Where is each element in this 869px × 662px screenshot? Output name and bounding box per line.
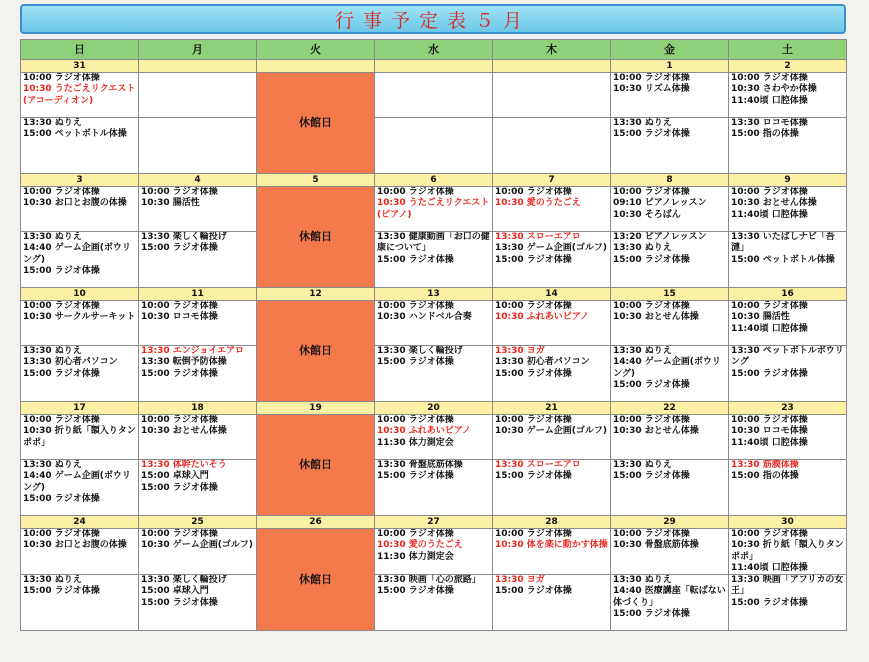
morning-events-cell <box>611 301 729 346</box>
afternoon-events-cell <box>139 575 257 631</box>
event-item: 11:40頃 口腔体操 <box>731 209 808 220</box>
event-item: 15:00 ラジオ体操 <box>377 586 454 597</box>
date-number: 4 <box>139 174 257 187</box>
event-item: 14:40 ゲーム企画(ボウリング) <box>23 471 131 493</box>
morning-events-cell <box>611 73 729 118</box>
event-item: 15:00 ラジオ体操 <box>613 609 690 620</box>
event-item: 15:00 ラジオ体操 <box>613 471 690 482</box>
date-number <box>139 60 257 73</box>
event-item: 13:30 ペットボトルボウリング <box>731 346 844 368</box>
event-item: 10:00 ラジオ体操 <box>141 415 218 425</box>
morning-events-cell <box>729 529 847 575</box>
closed-day-cell: 休館日 <box>257 301 375 402</box>
event-item: 10:00 ラジオ体操 <box>731 415 808 425</box>
morning-events-cell <box>139 73 257 118</box>
morning-row <box>21 187 847 232</box>
event-item: 15:00 ラジオ体操 <box>377 357 454 368</box>
afternoon-events-cell <box>21 575 139 631</box>
date-number: 27 <box>375 516 493 529</box>
morning-events-cell <box>21 73 139 118</box>
event-item: 11:30 体力測定会 <box>377 551 454 562</box>
date-number: 12 <box>257 288 375 301</box>
event-item: 10:30 おとせん体操 <box>141 426 227 437</box>
morning-events-cell <box>139 301 257 346</box>
event-item: 13:30 筋膜体操 <box>731 460 799 470</box>
event-item: 10:00 ラジオ体操 <box>731 529 808 539</box>
morning-events-cell <box>493 529 611 575</box>
event-item: 10:00 ラジオ体操 <box>23 415 100 425</box>
event-item: 15:00 ラジオ体操 <box>141 597 218 608</box>
event-item: 15:00 ラジオ体操 <box>23 493 100 504</box>
date-number: 19 <box>257 402 375 415</box>
event-item: 10:00 ラジオ体操 <box>495 415 572 425</box>
event-item: 15:00 ラジオ体操 <box>23 265 100 276</box>
morning-events-cell <box>611 529 729 575</box>
afternoon-events-cell <box>729 346 847 402</box>
event-item: 15:00 ラジオ体操 <box>23 586 100 597</box>
afternoon-events-cell <box>139 460 257 516</box>
event-item: 10:30 腸活性 <box>731 312 790 323</box>
event-item: 10:30 折り紙「額入りタンポポ」 <box>731 540 844 562</box>
date-number: 31 <box>21 60 139 73</box>
event-item: 10:00 ラジオ体操 <box>613 73 690 83</box>
event-item: 10:00 ラジオ体操 <box>495 529 572 539</box>
event-item: 10:30 ロコモ体操 <box>141 312 218 323</box>
morning-events-cell <box>611 187 729 232</box>
event-item: 10:00 ラジオ体操 <box>23 73 100 83</box>
morning-row <box>21 73 847 118</box>
afternoon-events-cell <box>611 575 729 631</box>
weekday-header-row <box>21 40 847 60</box>
morning-events-cell <box>493 187 611 232</box>
afternoon-events-cell <box>493 346 611 402</box>
date-number: 22 <box>611 402 729 415</box>
event-item: 10:00 ラジオ体操 <box>613 415 690 425</box>
event-item: 14:40 医療講座「転ばない体づくり」 <box>613 586 726 608</box>
morning-events-cell <box>375 73 493 118</box>
afternoon-events-cell <box>375 232 493 288</box>
date-number <box>493 60 611 73</box>
event-item: 10:30 おとせん体操 <box>731 198 817 209</box>
date-number <box>257 60 375 73</box>
date-number: 26 <box>257 516 375 529</box>
event-item: 10:30 リズム体操 <box>613 84 690 95</box>
event-item: 13:30 健康動画「お口の健康について」 <box>377 232 490 254</box>
morning-events-cell <box>375 187 493 232</box>
event-item: 14:40 ゲーム企画(ボウリング) <box>613 357 721 379</box>
afternoon-events-cell <box>729 575 847 631</box>
afternoon-events-cell <box>139 118 257 174</box>
date-number: 9 <box>729 174 847 187</box>
afternoon-events-cell <box>729 460 847 516</box>
afternoon-events-cell <box>375 460 493 516</box>
morning-events-cell <box>21 301 139 346</box>
event-item: 13:30 いたばしナビ「吾漣」 <box>731 232 835 254</box>
event-item: 14:40 ゲーム企画(ボウリング) <box>23 243 131 265</box>
afternoon-events-cell <box>729 118 847 174</box>
morning-events-cell <box>21 415 139 460</box>
event-item: 10:30 骨盤底筋体操 <box>613 540 699 551</box>
date-number: 13 <box>375 288 493 301</box>
event-item: 10:00 ラジオ体操 <box>495 187 572 197</box>
event-item: 11:40頃 口腔体操 <box>731 323 808 334</box>
event-item: 10:30 愛のうたごえ <box>495 198 581 209</box>
date-number: 1 <box>611 60 729 73</box>
event-item: 10:30 体を楽に動かす体操 <box>495 540 608 551</box>
morning-events-cell <box>729 187 847 232</box>
event-item: 10:00 ラジオ体操 <box>377 415 454 425</box>
date-number: 18 <box>139 402 257 415</box>
weekday-sat: 土 <box>729 40 847 60</box>
date-number: 24 <box>21 516 139 529</box>
event-item: 13:30 ぬりえ <box>613 575 672 586</box>
event-item: 13:30 ぬりえ <box>613 346 672 356</box>
event-item: 10:00 ラジオ体操 <box>613 529 690 539</box>
morning-events-cell <box>139 187 257 232</box>
weekday-sun: 日 <box>21 40 139 60</box>
event-item: 13:30 映画「心の旅路」 <box>377 575 481 586</box>
morning-row <box>21 529 847 575</box>
event-item: 10:30 さわやか体操 <box>731 84 817 95</box>
event-item: 15:00 ラジオ体操 <box>377 471 454 482</box>
event-item: 13:30 ヨガ <box>495 346 545 356</box>
morning-events-cell <box>493 73 611 118</box>
event-item: 10:00 ラジオ体操 <box>23 187 100 197</box>
date-number: 28 <box>493 516 611 529</box>
event-item: 09:10 ピアノレッスン <box>613 198 707 209</box>
date-number: 25 <box>139 516 257 529</box>
date-number: 5 <box>257 174 375 187</box>
event-item: 13:30 初心者パソコン <box>495 357 590 368</box>
event-item: 11:40頃 口腔体操 <box>731 95 808 106</box>
event-item: 15:00 ラジオ体操 <box>495 586 572 597</box>
event-item: 10:00 ラジオ体操 <box>141 187 218 197</box>
event-item: 10:30 サークルサーキット <box>23 312 136 323</box>
morning-events-cell <box>729 415 847 460</box>
event-item: 10:00 ラジオ体操 <box>495 301 572 311</box>
event-item: 15:00 ラジオ体操 <box>141 243 218 254</box>
calendar-body <box>21 60 847 631</box>
afternoon-events-cell <box>21 118 139 174</box>
event-item: 13:30 ヨガ <box>495 575 545 586</box>
event-item: 13:30 ぬりえ <box>23 460 82 470</box>
event-item: 13:30 ゲーム企画(ゴルフ) <box>495 243 608 254</box>
event-item: 13:20 ピアノレッスン <box>613 232 707 242</box>
event-item: 13:30 初心者パソコン <box>23 357 118 368</box>
weekday-fri: 金 <box>611 40 729 60</box>
afternoon-row <box>21 346 847 402</box>
closed-day-cell: 休館日 <box>257 187 375 288</box>
event-item: 15:00 ラジオ体操 <box>495 368 572 379</box>
date-number: 21 <box>493 402 611 415</box>
date-number <box>375 60 493 73</box>
afternoon-events-cell <box>611 460 729 516</box>
afternoon-events-cell <box>493 460 611 516</box>
afternoon-row <box>21 575 847 631</box>
event-item: 13:30 スローエアロ <box>495 460 581 470</box>
date-number: 23 <box>729 402 847 415</box>
event-item: 15:00 ラジオ体操 <box>377 254 454 265</box>
event-item: 10:30 そろばん <box>613 209 681 220</box>
event-item: 15:00 ラジオ体操 <box>731 597 808 608</box>
event-item: 13:30 楽しく輪投げ <box>141 232 227 242</box>
afternoon-events-cell <box>611 232 729 288</box>
morning-events-cell <box>139 529 257 575</box>
date-row <box>21 288 847 301</box>
morning-events-cell <box>493 301 611 346</box>
event-item: 10:30 うたごえリクエスト (アコーディオン) <box>23 84 136 106</box>
event-item: 10:30 おとせん体操 <box>613 426 699 437</box>
date-number: 30 <box>729 516 847 529</box>
event-item: 10:30 うたごえリクエスト (ピアノ) <box>377 198 490 220</box>
event-item: 15:00 卓球入門 <box>141 586 209 597</box>
event-item: 10:30 ハンドベル合奏 <box>377 312 472 323</box>
event-item: 15:00 卓球入門 <box>141 471 209 482</box>
afternoon-row <box>21 232 847 288</box>
event-item: 13:30 ぬりえ <box>613 243 672 254</box>
afternoon-events-cell <box>375 118 493 174</box>
event-item: 13:30 体幹たいそう <box>141 460 227 470</box>
event-item: 11:30 体力測定会 <box>377 437 454 448</box>
date-number: 2 <box>729 60 847 73</box>
event-item: 15:00 ラジオ体操 <box>141 368 218 379</box>
date-number: 17 <box>21 402 139 415</box>
event-item: 15:00 ペットボトル体操 <box>731 254 835 265</box>
event-item: 15:00 ラジオ体操 <box>23 368 100 379</box>
date-number: 16 <box>729 288 847 301</box>
event-item: 13:30 ぬりえ <box>23 118 82 128</box>
event-item: 13:30 ぬりえ <box>23 575 82 586</box>
morning-events-cell <box>21 187 139 232</box>
afternoon-events-cell <box>21 232 139 288</box>
afternoon-events-cell <box>729 232 847 288</box>
weekday-mon: 月 <box>139 40 257 60</box>
event-item: 15:00 ラジオ体操 <box>495 254 572 265</box>
event-item: 13:30 エンジョイエアロ <box>141 346 245 356</box>
event-item: 10:30 お口とお腹の体操 <box>23 540 127 551</box>
afternoon-row <box>21 118 847 174</box>
event-item: 10:30 おとせん体操 <box>613 312 699 323</box>
event-item: 10:30 ゲーム企画(ゴルフ) <box>141 540 254 551</box>
event-item: 15:00 ラジオ体操 <box>613 379 690 390</box>
event-item: 15:00 ラジオ体操 <box>495 471 572 482</box>
event-item: 15:00 ラジオ体操 <box>613 254 690 265</box>
date-row <box>21 516 847 529</box>
event-item: 15:00 指の体操 <box>731 129 799 140</box>
event-item: 10:00 ラジオ体操 <box>731 187 808 197</box>
morning-events-cell <box>493 415 611 460</box>
event-item: 10:30 ふれあいピアノ <box>377 426 472 437</box>
morning-events-cell <box>729 73 847 118</box>
date-row <box>21 60 847 73</box>
event-item: 10:00 ラジオ体操 <box>731 301 808 311</box>
afternoon-events-cell <box>493 232 611 288</box>
event-item: 10:00 ラジオ体操 <box>731 73 808 83</box>
event-item: 13:30 ぬりえ <box>23 346 82 356</box>
event-item: 10:00 ラジオ体操 <box>23 301 100 311</box>
event-item: 15:00 ラジオ体操 <box>731 368 808 379</box>
event-item: 10:00 ラジオ体操 <box>141 529 218 539</box>
event-item: 10:30 愛のうたごえ <box>377 540 463 551</box>
morning-row <box>21 415 847 460</box>
event-item: 13:30 スローエアロ <box>495 232 581 242</box>
weekday-tue: 火 <box>257 40 375 60</box>
event-item: 10:30 折り紙「額入りタンポポ」 <box>23 426 136 448</box>
date-number: 3 <box>21 174 139 187</box>
date-number: 15 <box>611 288 729 301</box>
event-item: 13:30 楽しく輪投げ <box>141 575 227 586</box>
event-item: 10:30 腸活性 <box>141 198 200 209</box>
morning-row <box>21 301 847 346</box>
event-item: 10:00 ラジオ体操 <box>23 529 100 539</box>
event-item: 10:00 ラジオ体操 <box>613 301 690 311</box>
closed-day-cell: 休館日 <box>257 529 375 631</box>
event-item: 13:30 転倒予防体操 <box>141 357 227 368</box>
event-item: 13:30 ぬりえ <box>613 460 672 470</box>
afternoon-events-cell <box>375 346 493 402</box>
afternoon-events-cell <box>493 118 611 174</box>
date-row <box>21 174 847 187</box>
date-number: 11 <box>139 288 257 301</box>
event-item: 13:30 骨盤底筋体操 <box>377 460 463 470</box>
morning-events-cell <box>375 415 493 460</box>
event-item: 10:30 ロコモ体操 <box>731 426 808 437</box>
closed-day-cell: 休館日 <box>257 73 375 174</box>
event-item: 15:00 ラジオ体操 <box>613 129 690 140</box>
event-item: 13:30 ぬりえ <box>23 232 82 242</box>
afternoon-events-cell <box>21 460 139 516</box>
afternoon-events-cell <box>375 575 493 631</box>
morning-events-cell <box>611 415 729 460</box>
closed-day-cell: 休館日 <box>257 415 375 516</box>
event-item: 15:00 ラジオ体操 <box>141 482 218 493</box>
event-item: 13:30 楽しく輪投げ <box>377 346 463 356</box>
event-item: 13:30 ロコモ体操 <box>731 118 808 128</box>
morning-events-cell <box>139 415 257 460</box>
event-item: 15:00 ペットボトル体操 <box>23 129 127 140</box>
event-item: 13:30 ぬりえ <box>613 118 672 128</box>
page-title: 行事予定表５月 <box>20 4 846 34</box>
event-item: 11:40頃 口腔体操 <box>731 562 808 573</box>
event-item: 15:00 指の体操 <box>731 471 799 482</box>
event-item: 10:00 ラジオ体操 <box>141 301 218 311</box>
date-number: 14 <box>493 288 611 301</box>
afternoon-events-cell <box>21 346 139 402</box>
event-item: 10:00 ラジオ体操 <box>377 301 454 311</box>
event-item: 10:00 ラジオ体操 <box>377 187 454 197</box>
date-number: 20 <box>375 402 493 415</box>
date-row <box>21 402 847 415</box>
date-number: 6 <box>375 174 493 187</box>
afternoon-events-cell <box>611 346 729 402</box>
date-number: 7 <box>493 174 611 187</box>
weekday-wed: 水 <box>375 40 493 60</box>
date-number: 10 <box>21 288 139 301</box>
event-item: 10:30 お口とお腹の体操 <box>23 198 127 209</box>
morning-events-cell <box>375 529 493 575</box>
afternoon-events-cell <box>139 346 257 402</box>
afternoon-events-cell <box>611 118 729 174</box>
weekday-thu: 木 <box>493 40 611 60</box>
date-number: 29 <box>611 516 729 529</box>
afternoon-events-cell <box>139 232 257 288</box>
event-item: 10:30 ふれあいピアノ <box>495 312 590 323</box>
morning-events-cell <box>375 301 493 346</box>
date-number: 8 <box>611 174 729 187</box>
event-item: 13:30 映画「アフリカの女王」 <box>731 575 844 597</box>
event-item: 11:40頃 口腔体操 <box>731 437 808 448</box>
morning-events-cell <box>21 529 139 575</box>
afternoon-events-cell <box>493 575 611 631</box>
morning-events-cell <box>729 301 847 346</box>
event-item: 10:30 ゲーム企画(ゴルフ) <box>495 426 608 437</box>
afternoon-row <box>21 460 847 516</box>
event-calendar <box>20 39 847 631</box>
event-item: 10:00 ラジオ体操 <box>613 187 690 197</box>
event-item: 10:00 ラジオ体操 <box>377 529 454 539</box>
